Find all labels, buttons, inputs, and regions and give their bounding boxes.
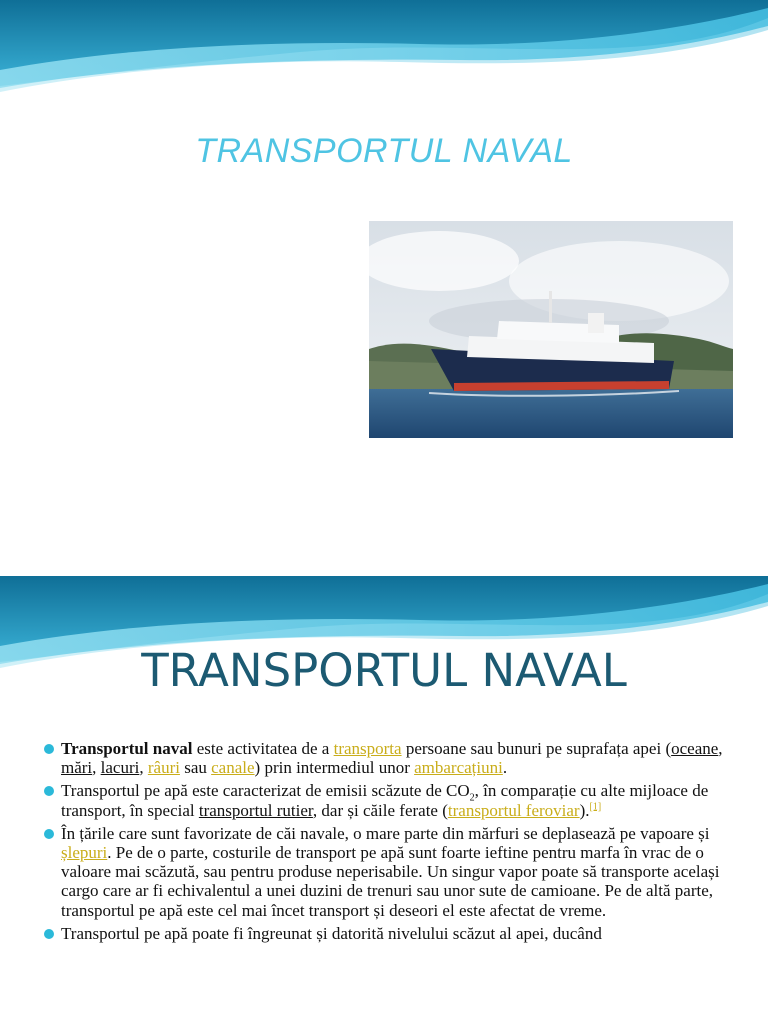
bullet-list	[44, 739, 734, 947]
bullet-2: Transportul pe apă este caracterizat de emisii scăzute de $CO_2$, în comparație cu alte mijloace de transport, în special transportul rutier, dar și căile ferate (transportul feroviar).[1]	[44, 781, 734, 819]
link-ambarcatiuni[interactable]: ambarcațiuni	[414, 758, 503, 778]
slide-2	[0, 576, 768, 1024]
ship-photo	[369, 221, 733, 438]
link-transporta[interactable]: transporta	[333, 739, 402, 758]
link-mari[interactable]: mări	[61, 758, 93, 778]
link-transportul-rutier[interactable]: transportul rutier	[198, 800, 313, 820]
bullet-dot-icon	[44, 929, 54, 939]
bullet-dot-icon	[44, 786, 54, 796]
link-rauri[interactable]: râuri	[147, 758, 180, 778]
slide-2-title: TRANSPORTUL NAVAL	[141, 644, 627, 697]
reference-link[interactable]: [1]	[589, 800, 602, 812]
link-slepuri[interactable]: șlepuri	[61, 843, 108, 863]
slide-1-title: TRANSPORTUL NAVAL	[195, 132, 573, 170]
link-lacuri[interactable]: lacuri	[100, 758, 140, 778]
link-oceane[interactable]: oceane	[671, 739, 719, 758]
link-canale[interactable]: canale	[211, 758, 255, 778]
bullet-1: Transportul naval este activitatea de a transporta persoane sau bunuri pe suprafața apei (oceane, mări, lacuri, râuri sau canale) prin intermediul unor ambarcațiuni.	[44, 739, 734, 777]
bullet-dot-icon	[44, 744, 54, 754]
bullet-4: Transportul pe apă poate fi îngreunat și datorită nivelului scăzut al apei, ducând	[44, 924, 734, 943]
link-transportul-feroviar[interactable]: transportul feroviar	[447, 800, 580, 820]
bullet-dot-icon	[44, 829, 54, 839]
bullet-3: În țările care sunt favorizate de căi navale, o mare parte din mărfuri se deplasează pe vapoare și șlepuri. Pe de o parte, costurile de transport pe apă sunt foarte ieftine pentru marfa în vrac de o valoare mai scăzută, sau pentru produse neperisabile. Un singur vapor poate să transporte același cargo care ar fi echivalentul a unei duzini de trenuri sau unor sute de camioane. Pe de altă parte, transportul pe apă este cel mai încet transport și deseori el este afectat de vreme.	[44, 824, 734, 920]
wave-header	[0, 0, 768, 110]
